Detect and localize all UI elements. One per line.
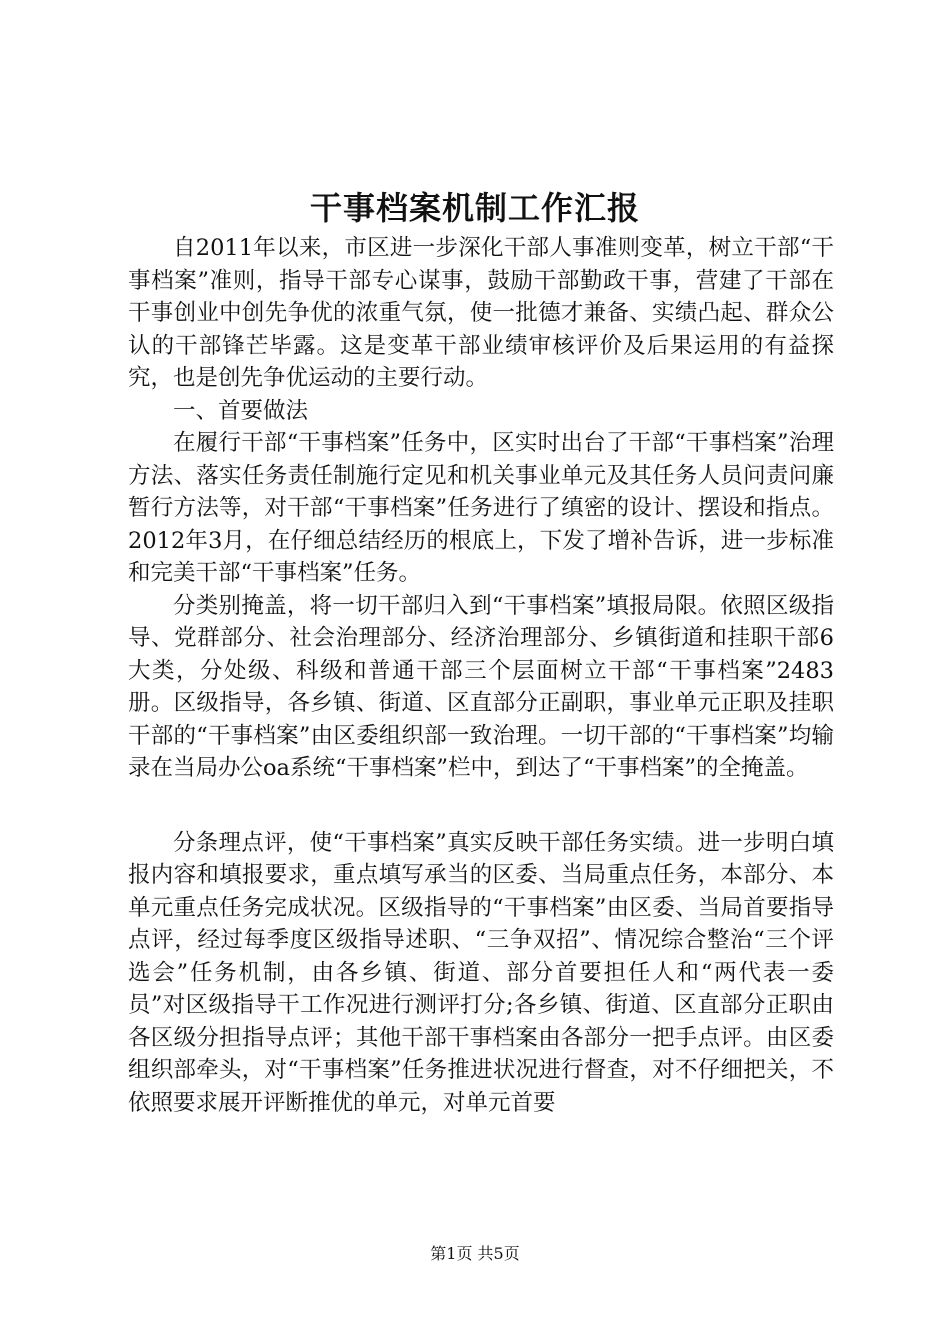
paragraph-implementation: 在履行干部“干事档案”任务中，区实时出台了干部“干事档案”治理方法、落实任务责任制施行定见和机关事业单元及其任务人员问责问廉暂行方法等，对干部“干事档案”任务进行了缜密的设计、摆设和指点。2012年3月，在仔细总结经历的根底上，下发了增补告诉，进一步标准和完美干部“干事档案”任务。 bbox=[128, 430, 834, 586]
section-heading: 一、首要做法 bbox=[173, 397, 309, 424]
document-title: 干事档案机制工作汇报 bbox=[309, 189, 640, 227]
page-footer: 第1页 共5页 bbox=[430, 1244, 520, 1263]
paragraph-gap bbox=[128, 785, 834, 827]
paragraph-coverage: 分类别掩盖，将一切干部归入到“干事档案”填报局限。依照区级指导、党群部分、社会治理部分、经济治理部分、乡镇街道和挂职干部6大类，分处级、科级和普通干部三个层面树立干部“干事档案”2483册。区级指导，各乡镇、街道、区直部分正副职，事业单元正职及挂职干部的“干事档案”由区委组织部一致治理。一切干部的“干事档案”均输录在当局办公oa系统“干事档案”栏中，到达了“干事档案”的全掩盖。 bbox=[128, 592, 834, 781]
document-body bbox=[128, 232, 834, 1119]
paragraph-evaluation: 分条理点评，使“干事档案”真实反映干部任务实绩。进一步明白填报内容和填报要求，重点填写承当的区委、当局重点任务，本部分、本单元重点任务完成状况。区级指导的“干事档案”由区委、当局首要指导点评，经过每季度区级指导述职、“三争双招”、情况综合整治“三个评选会”任务机制，由各乡镇、街道、部分首要担任人和“两代表一委员”对区级指导干工作况进行测评打分;各乡镇、街道、区直部分正职由各区级分担指导点评；其他干部干事档案由各部分一把手点评。由区委组织部牵头，对“干事档案”任务推进状况进行督查，对不仔细把关，不依照要求展开评断推优的单元，对单元首要 bbox=[128, 829, 834, 1116]
paragraph-intro: 自2011年以来，市区进一步深化干部人事准则变革，树立干部“干事档案”准则，指导干部专心谋事，鼓励干部勤政干事，营建了干部在干事创业中创先争优的浓重气氛，使一批德才兼备、实绩凸起、群众公认的干部锋芒毕露。这是变革干部业绩审核评价及后果运用的有益探究，也是创先争优运动的主要行动。 bbox=[128, 235, 834, 391]
